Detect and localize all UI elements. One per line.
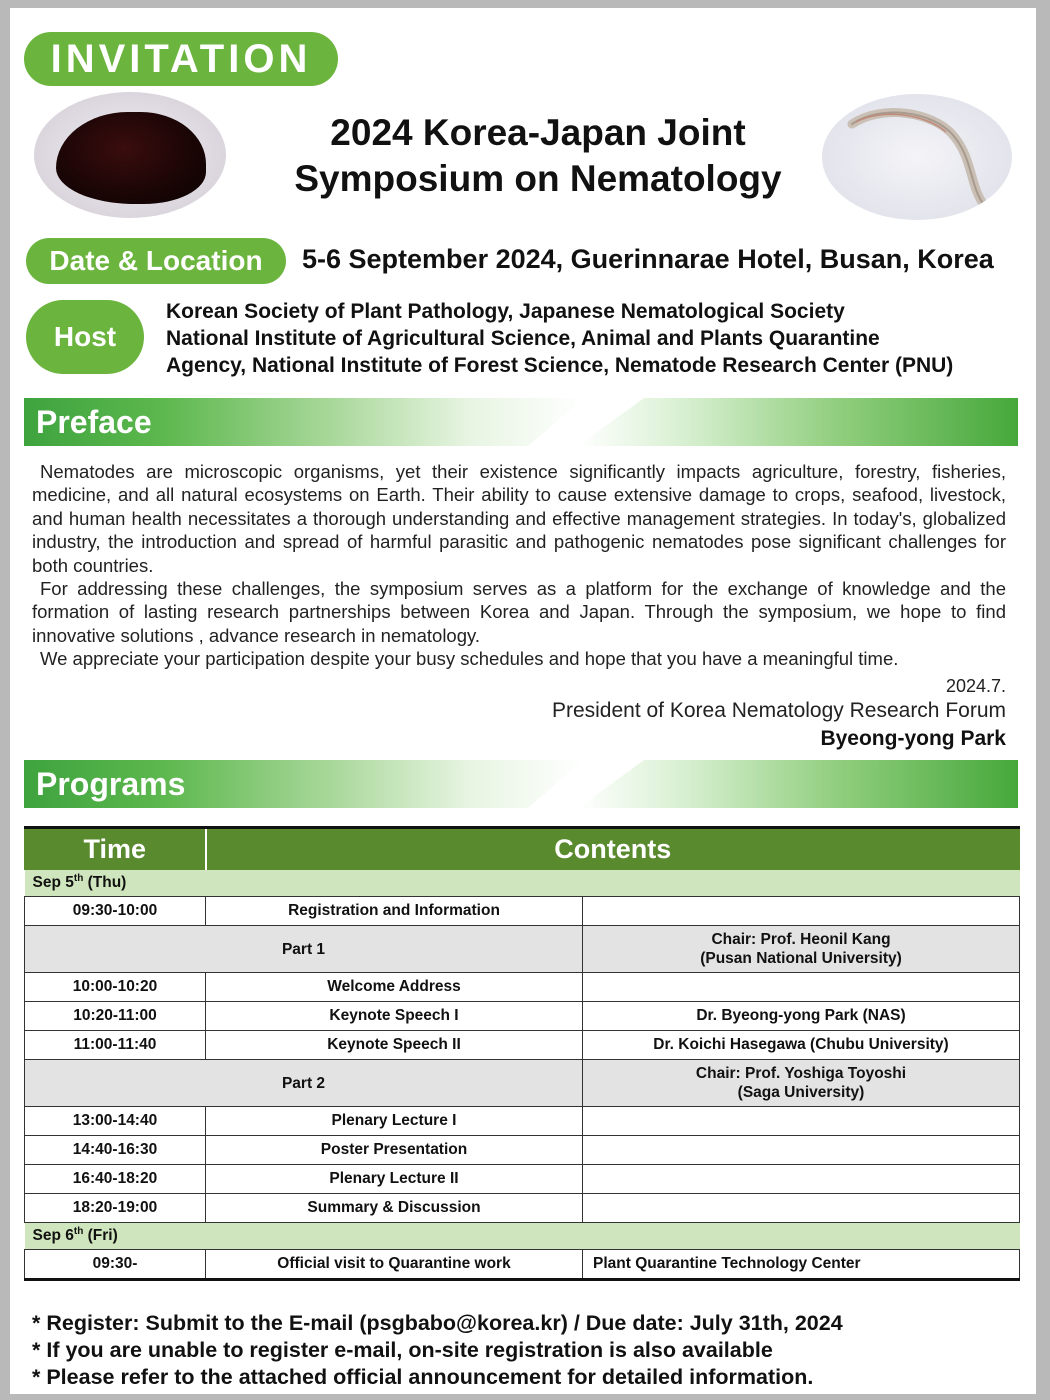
detail-cell bbox=[583, 1107, 1020, 1136]
time-cell: 09:30- bbox=[25, 1250, 206, 1280]
time-cell: 10:00-10:20 bbox=[25, 973, 206, 1002]
nematode-cyst-photo bbox=[34, 92, 226, 218]
nematode-worm-photo bbox=[822, 94, 1012, 220]
programs-section-bar bbox=[24, 760, 1018, 808]
preface-paragraph: Nematodes are microscopic organisms, yet their existence significantly impacts agriculture, forestry, fisheries, medicine, and all natural ecosystems on Earth. Their ability to cause extensive damage to crops, seafood, livestock, and human health necessitates a thorough understanding and effective management strategies. In today's, globalized industry, the introduction and spread of harmful parasitic and pathogenic nematodes pose significant challenges for both countries. bbox=[32, 461, 1006, 576]
invitation-badge: INVITATION bbox=[24, 32, 338, 86]
preface-date: 2024.7. bbox=[945, 676, 1006, 696]
table-row bbox=[25, 1136, 1020, 1165]
time-cell: 09:30-10:00 bbox=[25, 897, 206, 926]
detail-cell: Dr. Byeong-yong Park (NAS) bbox=[583, 1002, 1020, 1031]
activity-cell: Keynote Speech II bbox=[206, 1031, 583, 1060]
detail-cell bbox=[583, 1194, 1020, 1223]
detail-cell bbox=[583, 1165, 1020, 1194]
signer-title: President of Korea Nematology Research Forum bbox=[551, 699, 1006, 722]
worm-illustration bbox=[822, 94, 1012, 220]
part-row bbox=[25, 926, 1020, 973]
time-column-header: Time bbox=[25, 828, 206, 870]
detail-cell bbox=[583, 973, 1020, 1002]
day-label: Sep 6th (Fri) bbox=[25, 1223, 1020, 1250]
part-chair: Chair: Prof. Heonil Kang (Pusan National University) bbox=[583, 926, 1020, 973]
contents-column-header: Contents bbox=[206, 828, 1020, 870]
title-line-1: 2024 Korea-Japan Joint bbox=[330, 112, 746, 153]
preface-section-bar bbox=[24, 398, 1018, 446]
time-cell: 13:00-14:40 bbox=[25, 1107, 206, 1136]
detail-cell bbox=[583, 1136, 1020, 1165]
table-row bbox=[25, 1002, 1020, 1031]
table-row bbox=[25, 1194, 1020, 1223]
invitation-page bbox=[10, 8, 1036, 1394]
preface-text bbox=[32, 460, 1006, 671]
table-row bbox=[25, 1250, 1020, 1280]
part-label: Part 2 bbox=[25, 1060, 583, 1107]
host-label: Host bbox=[26, 300, 144, 374]
host-line: Korean Society of Plant Pathology, Japanese Nematological Society bbox=[166, 300, 845, 323]
detail-cell bbox=[583, 897, 1020, 926]
part-chair: Chair: Prof. Yoshiga Toyoshi (Saga University) bbox=[583, 1060, 1020, 1107]
activity-cell: Registration and Information bbox=[206, 897, 583, 926]
table-header-row bbox=[25, 828, 1020, 870]
table-row bbox=[25, 1107, 1020, 1136]
detail-cell: Dr. Koichi Hasegawa (Chubu University) bbox=[583, 1031, 1020, 1060]
part-row bbox=[25, 1060, 1020, 1107]
programs-heading: Programs bbox=[36, 766, 186, 802]
time-cell: 11:00-11:40 bbox=[25, 1031, 206, 1060]
registration-notes bbox=[32, 1310, 843, 1391]
day-label: Sep 5th (Thu) bbox=[25, 870, 1020, 897]
symposium-title bbox=[250, 110, 826, 202]
note-line: * Register: Submit to the E-mail (psgbabo@korea.kr) / Due date: July 31th, 2024 bbox=[32, 1311, 843, 1335]
detail-cell: Plant Quarantine Technology Center bbox=[583, 1250, 1020, 1280]
activity-cell: Welcome Address bbox=[206, 973, 583, 1002]
time-cell: 14:40-16:30 bbox=[25, 1136, 206, 1165]
activity-cell: Plenary Lecture II bbox=[206, 1165, 583, 1194]
activity-cell: Plenary Lecture I bbox=[206, 1107, 583, 1136]
time-cell: 16:40-18:20 bbox=[25, 1165, 206, 1194]
date-location-label: Date & Location bbox=[26, 238, 286, 284]
activity-cell: Poster Presentation bbox=[206, 1136, 583, 1165]
time-cell: 10:20-11:00 bbox=[25, 1002, 206, 1031]
date-location-value: 5-6 September 2024, Guerinnarae Hotel, Busan, Korea bbox=[302, 244, 994, 274]
activity-cell: Official visit to Quarantine work bbox=[206, 1250, 583, 1280]
activity-cell: Keynote Speech I bbox=[206, 1002, 583, 1031]
day-row bbox=[25, 1223, 1020, 1250]
title-line-2: Symposium on Nematology bbox=[294, 158, 782, 199]
note-line: * Please refer to the attached official announcement for detailed information. bbox=[32, 1365, 814, 1389]
time-cell: 18:20-19:00 bbox=[25, 1194, 206, 1223]
table-row bbox=[25, 973, 1020, 1002]
day-row bbox=[25, 870, 1020, 897]
host-line: Agency, National Institute of Forest Science, Nematode Research Center (PNU) bbox=[166, 354, 954, 377]
preface-paragraph: We appreciate your participation despite your busy schedules and hope that you have a meaningful time. bbox=[40, 648, 899, 670]
activity-cell: Summary & Discussion bbox=[206, 1194, 583, 1223]
note-line: * If you are unable to register e-mail, on-site registration is also available bbox=[32, 1338, 773, 1362]
host-list bbox=[166, 298, 953, 379]
cyst-shape bbox=[56, 112, 206, 204]
table-row bbox=[25, 897, 1020, 926]
signer-name: Byeong-yong Park bbox=[820, 727, 1006, 750]
program-table bbox=[24, 826, 1020, 1281]
preface-paragraph: For addressing these challenges, the symposium serves as a platform for the exchange of knowledge and the formation of lasting research partnerships between Korea and Japan. Through the symposium, we hope to find innovative solutions , advance research in nematology. bbox=[32, 578, 1006, 646]
table-row bbox=[25, 1165, 1020, 1194]
host-line: National Institute of Agricultural Science, Animal and Plants Quarantine bbox=[166, 327, 880, 350]
preface-heading: Preface bbox=[36, 404, 152, 440]
part-label: Part 1 bbox=[25, 926, 583, 973]
table-row bbox=[25, 1031, 1020, 1060]
